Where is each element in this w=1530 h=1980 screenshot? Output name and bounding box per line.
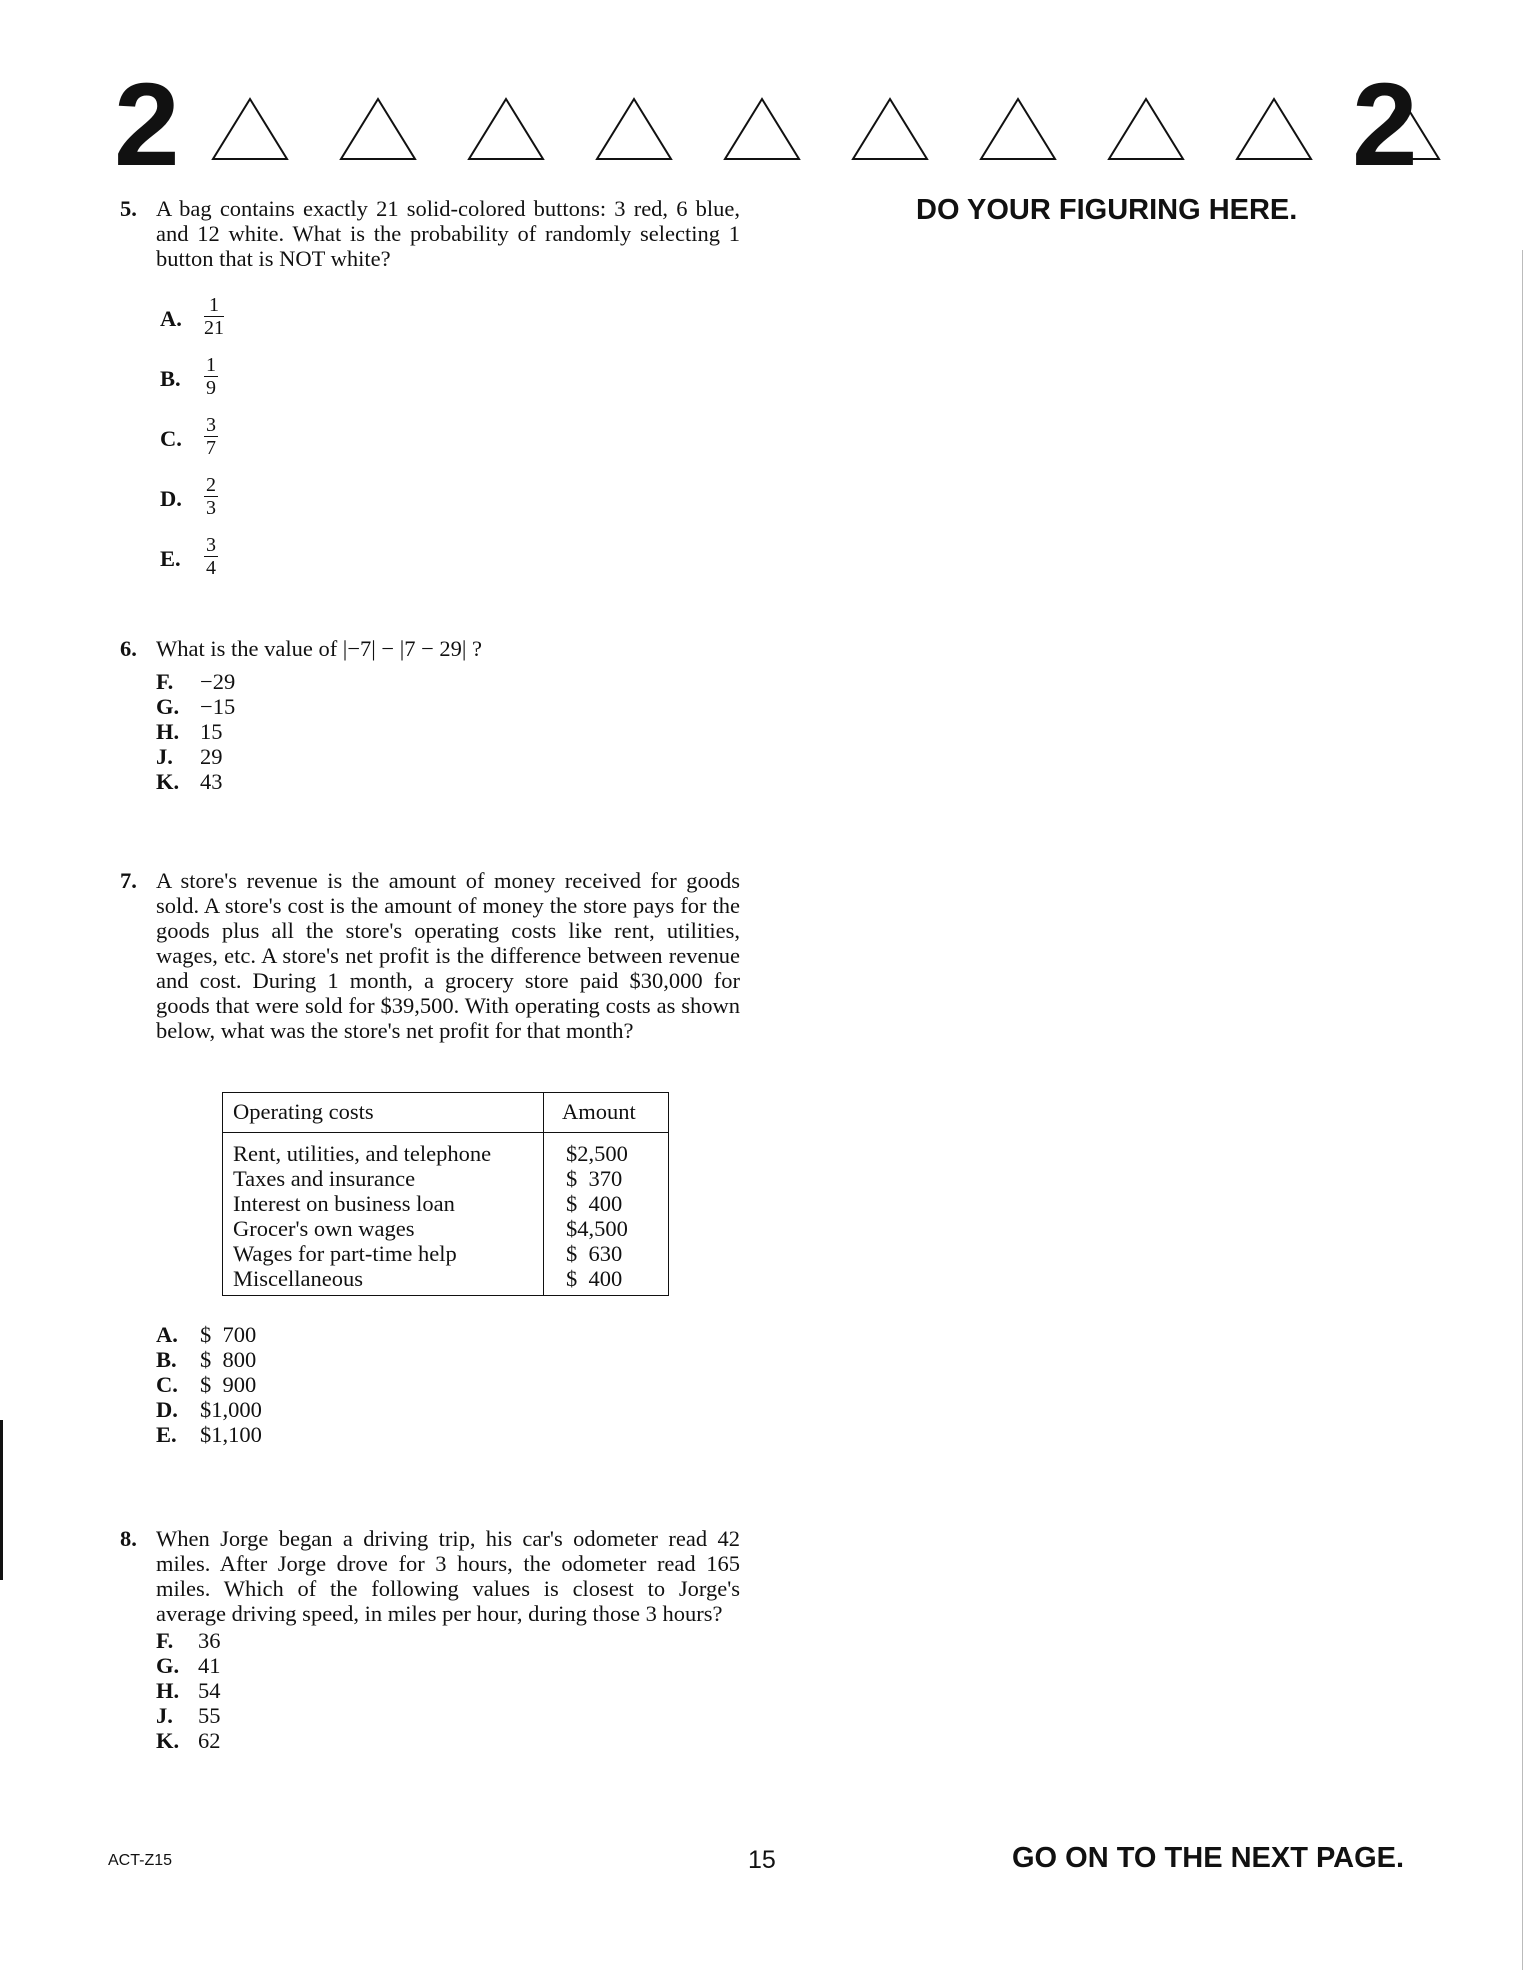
choice-letter: E. bbox=[160, 546, 181, 571]
table-row: Wages for part-time help $ 630 bbox=[223, 1241, 669, 1266]
triangle-icon bbox=[1234, 96, 1314, 162]
choice-f[interactable]: F. −29 bbox=[156, 669, 236, 694]
question-stem: When Jorge began a driving trip, his car's odometer read 42 miles. After Jorge drove for 3 hours, the odometer read 165 miles. Which of the following values is closest to Jorge's average driving speed, in miles per hour, during those 3 hours? bbox=[156, 1526, 740, 1626]
choice-c[interactable] bbox=[160, 414, 300, 464]
triangle-divider bbox=[210, 96, 1340, 168]
fraction: $\frac{3}{4}$ bbox=[206, 534, 216, 579]
question-stem: A bag contains exactly 21 solid-colored buttons: 3 red, 6 blue, and 12 white. What is the probability of randomly selecting 1 button that is NOT white? bbox=[156, 196, 740, 271]
choice-e[interactable]: E. $1,100 bbox=[156, 1422, 262, 1447]
column-header: Operating costs bbox=[223, 1093, 544, 1133]
choice-letter: A. bbox=[160, 306, 182, 331]
triangle-icon bbox=[978, 96, 1058, 162]
question-number: 7. bbox=[120, 868, 137, 893]
choice-b[interactable] bbox=[160, 354, 300, 404]
choice-c[interactable]: C. $ 900 bbox=[156, 1372, 257, 1397]
next-page-note: GO ON TO THE NEXT PAGE. bbox=[1012, 1842, 1405, 1874]
question-8 bbox=[120, 1526, 740, 1753]
triangle-icon bbox=[338, 96, 418, 162]
table-row: Interest on business loan $ 400 bbox=[223, 1191, 669, 1216]
choice-h[interactable]: H. 54 bbox=[156, 1678, 221, 1703]
choice-b[interactable]: B. $ 800 bbox=[156, 1347, 257, 1372]
choice-d[interactable] bbox=[160, 474, 300, 524]
table-row: Rent, utilities, and telephone $2,500 bbox=[223, 1133, 669, 1167]
scan-right-edge bbox=[1522, 250, 1523, 1970]
choice-a[interactable]: A. $ 700 bbox=[156, 1322, 257, 1347]
answer-choices bbox=[156, 669, 740, 794]
triangle-icon bbox=[210, 96, 290, 162]
question-number: 5. bbox=[120, 196, 137, 221]
choice-k[interactable]: K. 62 bbox=[156, 1728, 221, 1753]
fraction: $\frac{3}{7}$ bbox=[206, 414, 216, 459]
choice-letter: B. bbox=[160, 366, 181, 391]
test-code: ACT-Z15 bbox=[108, 1852, 173, 1869]
choice-a[interactable] bbox=[160, 294, 300, 344]
triangle-icon bbox=[722, 96, 802, 162]
question-stem: A store's revenue is the amount of money received for goods sold. A store's cost is the amount of money the store pays for the goods plus all the store's operating costs like rent, utilities, wages, etc. A store's net profit is the difference between revenue and cost. During 1 month, a grocery store paid $30,000 for goods that were sold for $39,500. With operating costs as shown below, what was the store's net profit for that month? bbox=[156, 868, 740, 1043]
scan-edge-mark bbox=[0, 1420, 3, 1580]
choice-g[interactable]: G. 41 bbox=[156, 1653, 221, 1678]
answer-choices bbox=[156, 1322, 740, 1447]
choice-h[interactable]: H. 15 bbox=[156, 719, 223, 744]
choice-j[interactable]: J. 29 bbox=[156, 744, 223, 769]
choice-j[interactable]: J. 55 bbox=[156, 1703, 221, 1728]
column-header: Amount bbox=[544, 1093, 669, 1133]
question-number: 6. bbox=[120, 636, 137, 661]
question-7-choices bbox=[120, 1322, 740, 1447]
section-number-right: 2 bbox=[1352, 59, 1418, 191]
triangle-icon bbox=[850, 96, 930, 162]
choice-g[interactable]: G. −15 bbox=[156, 694, 236, 719]
answer-choices bbox=[156, 1628, 740, 1753]
table-row: Grocer's own wages $4,500 bbox=[223, 1216, 669, 1241]
question-7 bbox=[120, 868, 740, 1043]
fraction: $\frac{2}{3}$ bbox=[206, 474, 216, 519]
triangle-icon bbox=[466, 96, 546, 162]
choice-letter: C. bbox=[160, 426, 182, 451]
choice-letter: D. bbox=[160, 486, 182, 511]
triangle-icon bbox=[594, 96, 674, 162]
triangle-icon bbox=[1106, 96, 1186, 162]
choice-k[interactable]: K. 43 bbox=[156, 769, 223, 794]
figuring-note: DO YOUR FIGURING HERE. bbox=[916, 194, 1298, 226]
question-5 bbox=[120, 196, 740, 271]
page-number: 15 bbox=[748, 1846, 776, 1874]
fraction: $\frac{1}{9}$ bbox=[206, 354, 216, 399]
choice-e[interactable] bbox=[160, 534, 300, 584]
operating-costs-table bbox=[222, 1092, 669, 1296]
table-header-row bbox=[223, 1093, 669, 1133]
choice-d[interactable]: D. $1,000 bbox=[156, 1397, 262, 1422]
choice-f[interactable]: F. 36 bbox=[156, 1628, 221, 1653]
table-row: Miscellaneous $ 400 bbox=[223, 1266, 669, 1296]
table-row: Taxes and insurance $ 370 bbox=[223, 1166, 669, 1191]
question-stem: What is the value of |−7| − |7 − 29| ? bbox=[156, 636, 483, 661]
question-number: 8. bbox=[120, 1526, 137, 1551]
section-number-left: 2 bbox=[114, 59, 180, 191]
fraction: $\frac{1}{21}$ bbox=[204, 294, 224, 339]
question-6 bbox=[120, 636, 740, 794]
